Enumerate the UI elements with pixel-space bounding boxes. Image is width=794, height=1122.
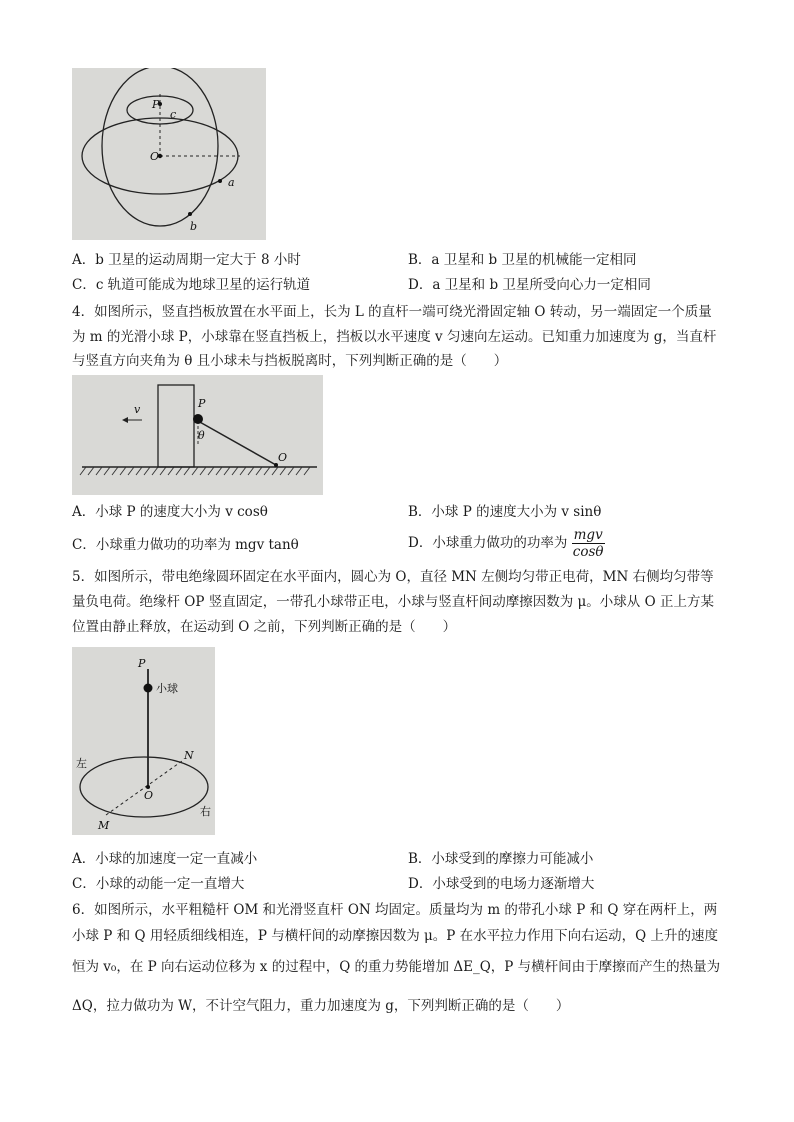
vertical-board [158,385,194,467]
q4-figure [72,375,323,495]
q4-line-3: 与竖直方向夹角为 θ 且小球未与挡板脱离时，下列判断正确的是（ ） [72,353,508,369]
label-v: v [134,403,141,416]
q5-figure [72,647,215,835]
q5-line-1: 5．如图所示，带电绝缘圆环固定在水平面内，圆心为 O，直径 MN 左侧均匀带正电荷，MN 右侧均匀带等 [72,569,714,585]
label-p: P [152,98,160,111]
q4-option-c: C．小球重力做功的功率为 mgv tanθ [72,537,299,553]
label-right: 右 [200,805,211,818]
orbit-diagram [72,68,266,240]
q5-diagram [72,647,215,835]
q5-option-b: B．小球受到的摩擦力可能减小 [408,851,594,867]
q6-line-3: 恒为 v₀，在 P 向右运动位移为 x 的过程中，Q 的重力势能增加 ΔE_Q，P 与横杆间由于摩擦而产生的热量为 [72,959,721,975]
q5-line-2: 量负电荷。绝缘杆 OP 竖直固定，一带孔小球带正电，小球与竖直杆间动摩擦因数为 μ。小球从 O 正上方某 [72,594,714,610]
q3-option-a: A．b 卫星的运动周期一定大于 8 小时 [72,252,301,268]
q3-option-c: C．c 轨道可能成为地球卫星的运行轨道 [72,277,311,293]
label-c: c [170,108,177,121]
label-m: M [98,819,110,832]
q4-option-b: B．小球 P 的速度大小为 v sinθ [408,504,602,520]
label-ball: 小球 [156,682,178,695]
q3-option-d: D．a 卫星和 b 卫星所受向心力一定相同 [408,277,651,293]
q4-option-d [408,526,605,560]
q5-option-c: C．小球的动能一定一直增大 [72,876,245,892]
orbit-b [102,68,218,226]
q4-line-2: 为 m 的光滑小球 P，小球靠在竖直挡板上，挡板以水平速度 v 匀速向左运动。已知重力加速度为 g，当直杆 [72,329,717,345]
q6-line-1: 6．如图所示，水平粗糙杆 OM 和光滑竖直杆 ON 均固定。质量均为 m 的带孔小球 P 和 Q 穿在两杆上，两 [72,902,718,918]
small-ball [144,684,153,693]
q5-option-d: D．小球受到的电场力逐渐增大 [408,876,595,892]
ball-p [193,414,203,424]
q3-option-b: B．a 卫星和 b 卫星的机械能一定相同 [408,252,637,268]
charged-ring [80,757,208,817]
label-o: O [144,789,154,802]
orbit-figure [72,68,266,240]
label-a: a [228,176,235,189]
q4-option-d-prefix: D．小球重力做功的功率为 [408,535,568,551]
q4-line-1: 4．如图所示，竖直挡板放置在水平面上，长为 L 的直杆一端可绕光滑固定轴 O 转动，另一端固定一个质量 [72,304,712,320]
rod [198,421,276,465]
q6-line-2: 小球 P 和 Q 用轻质细线相连，P 与横杆间的动摩擦因数为 μ。P 在水平拉力作用下向右运动，Q 上升的速度 [72,928,718,944]
label-n: N [184,749,194,762]
fraction-denominator: cosθ [572,544,604,560]
label-p: P [138,657,146,670]
fraction [572,527,605,560]
q5-line-3: 位置由静止释放，在运动到 O 之前，下列判断正确的是（ ） [72,619,457,635]
fraction-numerator: mgv [573,527,603,543]
q4-option-a: A．小球 P 的速度大小为 v cosθ [72,504,268,520]
label-o: O [278,451,288,464]
q4-diagram [72,375,323,495]
label-b: b [190,220,198,233]
label-left: 左 [76,757,87,770]
label-theta: θ [198,429,205,442]
label-o: O [150,150,160,163]
q6-line-4: ΔQ，拉力做功为 W，不计空气阻力，重力加速度为 g，下列判断正确的是（ ） [72,998,570,1014]
q5-option-a: A．小球的加速度一定一直减小 [72,851,258,867]
label-p: P [198,397,206,410]
